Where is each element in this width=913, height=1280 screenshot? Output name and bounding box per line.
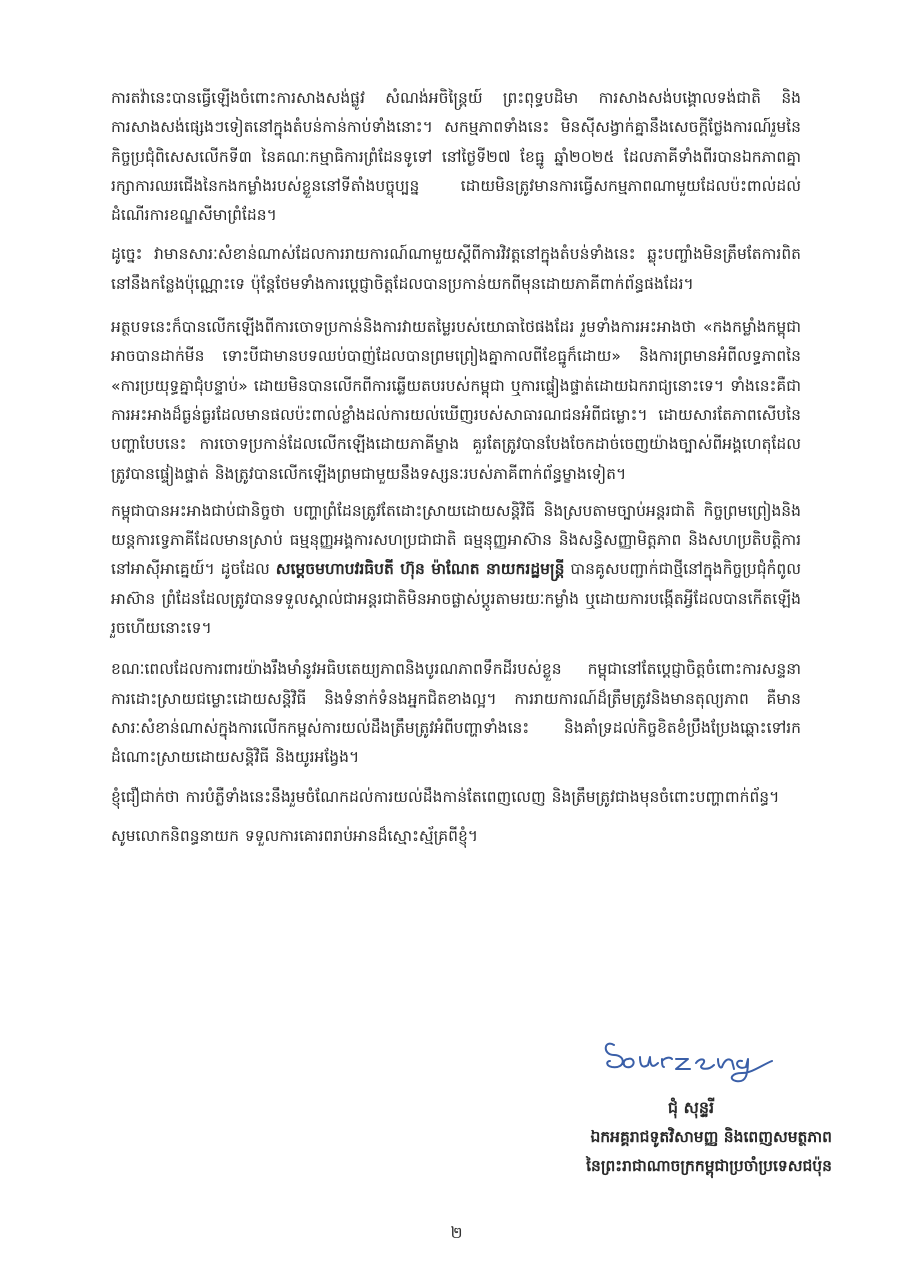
paragraph-3: អត្ថបទនេះក៏បានលើកឡើងពីការចោទប្រកាន់និងការវាយតម្លៃរបស់យោធាថៃផងដែរ រួមទាំងការអះអាងថា «កងកម្លាំងកម្ពុជាអាចបានដាក់មីន ទោះបីជាមានបទឈប់បាញ់ដែលបានព្រមព្រៀងគ្នាកាលពីខែធ្នូក៏ដោយ» និងការព្រមានអំពីលទ្ធភាពនៃ «ការប្រយុទ្ធគ្នាជុំបន្ទាប់» ដោយមិនបានលើកពីការឆ្លើយតបរបស់កម្ពុជា ឬការផ្ទៀងផ្ទាត់ដោយឯករាជ្យនោះទេ។ ទាំងនេះគឺជាការអះអាងដ៏ធ្ងន់ធ្ងរដែលមានផលប៉ះពាល់ខ្លាំងដល់ការយល់ឃើញរបស់សាធារណជនអំពីជម្លោះ។ ដោយសារតែភាពសើបនៃបញ្ហាបែបនេះ ការចោទប្រកាន់ដែលលើកឡើងដោយភាគីម្ខាង គួរតែត្រូវបានបែងចែកដាច់ចេញយ៉ាងច្បាស់ពីអង្គហេតុដែលត្រូវបានផ្ទៀងផ្ទាត់ និងត្រូវបានលើកឡើងព្រមជាមួយនឹងទស្សនៈរបស់ភាគីពាក់ព័ន្ធម្ខាងទៀត។ xyxy=(111,318,801,483)
paragraph-6: ខ្ញុំជឿជាក់ថា ការបំភ្លឺទាំងនេះនឹងរួមចំណែកដល់ការយល់ដឹងកាន់តែពេញលេញ និងត្រឹមត្រូវជាងមុនចំពោះបញ្ហាពាក់ព័ន្ធ។ xyxy=(111,787,780,806)
prime-minister-name: សម្តេចមហាបវរធិបតី ហ៊ុន ម៉ាណែត នាយករដ្ឋមន្ត្រី xyxy=(275,560,565,579)
paragraph-2: ដូច្នេះ វាមានសារៈសំខាន់ណាស់ដែលការរាយការណ៍ណាមួយស្តីពីការវិវត្តនៅក្នុងតំបន់ទាំងនេះ ឆ្លុះបញ្ចាំងមិនត្រឹមតែការពិតនៅនឹងកន្លែងប៉ុណ្ណោះទេ ប៉ុន្តែថែមទាំងការប្តេជ្ញាចិត្តដែលបានប្រកាន់យកពីមុនដោយភាគីពាក់ព័ន្ធផងដែរ។ xyxy=(111,245,801,293)
paragraph-1: ការតវ៉ានេះបានធ្វើឡើងចំពោះការសាងសង់ផ្លូវ សំណង់អចិន្ត្រៃយ៍ ព្រះពុទ្ធបដិមា ការសាងសង់បង្គោលទង់ជាតិ និងការសាងសង់ផ្សេងៗទៀតនៅក្នុងតំបន់កាន់កាប់ទាំងនោះ។ សកម្មភាពទាំងនេះ មិនស៊ីសង្វាក់គ្នានឹងសេចក្តីថ្លែងការណ៍រួមនៃកិច្ចប្រជុំពិសេសលើកទី៣ នៃគណៈកម្មាធិការព្រំដែនទូទៅ នៅថ្ងៃទី២៧ ខែធ្នូ ឆ្នាំ២០២៥ ដែលភាគីទាំងពីរបានឯកភាពគ្នារក្សាការឈរជើងនៃកងកម្លាំងរបស់ខ្លួននៅទីតាំងបច្ចុប្បន្ន ដោយមិនត្រូវមានការធ្វើសកម្មភាពណាមួយដែលប៉ះពាល់ដល់ដំណើរការខណ្ឌសីមាព្រំដែន។ xyxy=(111,89,801,225)
ambassador-title-line-1: ឯកអគ្គរាជទូតវិសាមញ្ញ និងពេញសមត្ថភាព xyxy=(590,1128,832,1146)
page-number: ២ xyxy=(450,1223,463,1242)
handwritten-signature xyxy=(600,1025,780,1085)
paragraph-4-lead: កម្ពុជាបានអះអាងជាប់ជានិច្ចថា បញ្ហាព្រំដែនត្រូវតែដោះស្រាយដោយសន្តិវិធី និងស្របតាមច្បាប់អន្តរជាតិ កិច្ចព្រមព្រៀងនិងយន្តការទ្វេភាគីដែលមានស្រាប់ ធម្មនុញ្ញអង្គការសហប្រជាជាតិ ធម្មនុញ្ញអាស៊ាន និងសន្ធិសញ្ញាមិត្តភាព និងសហប្រតិបត្តិការនៅអាស៊ីអាគ្នេយ៍។ ដូចដែល xyxy=(111,501,801,579)
closing-line: សូមលោកនិពន្ធនាយក ទទួលការគោរពរាប់អានដ៏ស្មោះស្ម័គ្រពីខ្ញុំ។ xyxy=(111,826,479,845)
paragraph-4 xyxy=(111,497,801,643)
letter-body xyxy=(111,84,801,861)
ambassador-name: ជុំ សុន្ទរី xyxy=(667,1098,715,1117)
paragraph-4-rest: បានគូសបញ្ជាក់ជាថ្មីនៅក្នុងកិច្ចប្រជុំកំពូលអាស៊ាន ព្រំដែនដែលត្រូវបានទទួលស្គាល់ជាអន្តរជាតិមិនអាចផ្លាស់ប្តូរតាមរយៈកម្លាំង ឬដោយការបង្កើតអ្វីដែលបានកើតឡើងរួចហើយនោះទេ។ xyxy=(111,560,801,638)
ambassador-title-line-2: នៃព្រះរាជាណាចក្រកម្ពុជាប្រចាំប្រទេសជប៉ុន xyxy=(586,1157,832,1175)
signature-block xyxy=(480,1093,832,1181)
paragraph-5: ខណៈពេលដែលការពារយ៉ាងរឹងមាំនូវអធិបតេយ្យភាពនិងបូរណភាពទឹកដីរបស់ខ្លួន កម្ពុជានៅតែប្តេជ្ញាចិត្តចំពោះការសន្ទនា ការដោះស្រាយជម្លោះដោយសន្តិវិធី និងទំនាក់ទំនងអ្នកជិតខាងល្អ។ ការរាយការណ៍ដ៏ត្រឹមត្រូវនិងមានតុល្យភាព គឺមានសារៈសំខាន់ណាស់ក្នុងការលើកកម្ពស់ការយល់ដឹងត្រឹមត្រូវអំពីបញ្ហាទាំងនេះ និងគាំទ្រដល់កិច្ចខិតខំប្រឹងប្រែងឆ្ពោះទៅរកដំណោះស្រាយដោយសន្តិវិធី និងយូរអង្វែង។ xyxy=(111,660,801,767)
